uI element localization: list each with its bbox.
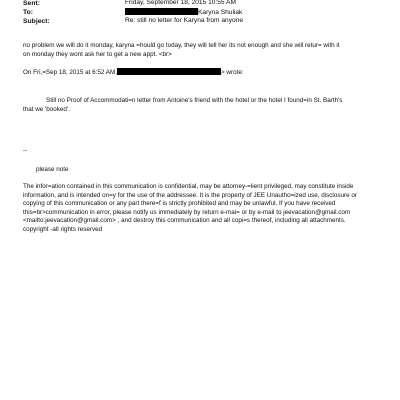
redaction-bar-email (117, 68, 221, 75)
redaction-bar (125, 8, 198, 15)
quote-suffix: > wrote: (221, 69, 244, 76)
please-note: please note (36, 166, 69, 173)
reply-line-2: on monday they wont ask her to get a new appt. <br> (23, 51, 172, 58)
subject-label: Subject: (23, 18, 50, 25)
sent-label: Sent: (23, 0, 40, 7)
disclaimer-line: copying of this communication or any part there=f is strictly prohibited and may be unlawful. If you have received (23, 200, 336, 207)
signature-dashes: -- (23, 147, 28, 154)
disclaimer-paragraph (23, 183, 382, 234)
quote-header (23, 68, 382, 78)
disclaimer-line: information, and is intended on=y for the use of the addressee. It is the property of JEE Unautho=ized use, disclosure or (23, 191, 357, 199)
quoted-line-2: that we 'booked'. (23, 106, 70, 113)
quoted-line-1: Still no Proof of Accommodati=n letter from Antoine's friend with the hotel or the hotel I found=in St. Barth's (46, 97, 343, 104)
reply-line-1: no problem we will do it monday, karyna =hould go today, they will tell her its not enough and she will retur= with it (23, 42, 340, 49)
quote-prefix: On Fri,=Sep 18, 2015 at 6:52 AM, (23, 69, 117, 76)
disclaimer-line: this=br>communication in error, please notify us immediately by return e-mai= or by e-mail to jeevacation@gmail.com (23, 208, 351, 216)
disclaimer-line: copyright -all rights reserved (23, 225, 103, 233)
subject-value: Re: still no letter for Karyna from anyone (125, 17, 244, 24)
to-value: Karyna Shuliak (198, 9, 243, 16)
to-label: To: (23, 9, 34, 16)
disclaimer-line: The infor=ation contained in this communication is confidential, may be attorney-=lient privileged, may constitute inside (23, 183, 354, 190)
sent-value: Friday, September 18, 2015 10:55 AM (125, 0, 236, 6)
disclaimer-line: <mailto:jeevacation@gmail.com> , and destroy this communication and all copi=s thereof, including all attachments. (23, 217, 346, 224)
